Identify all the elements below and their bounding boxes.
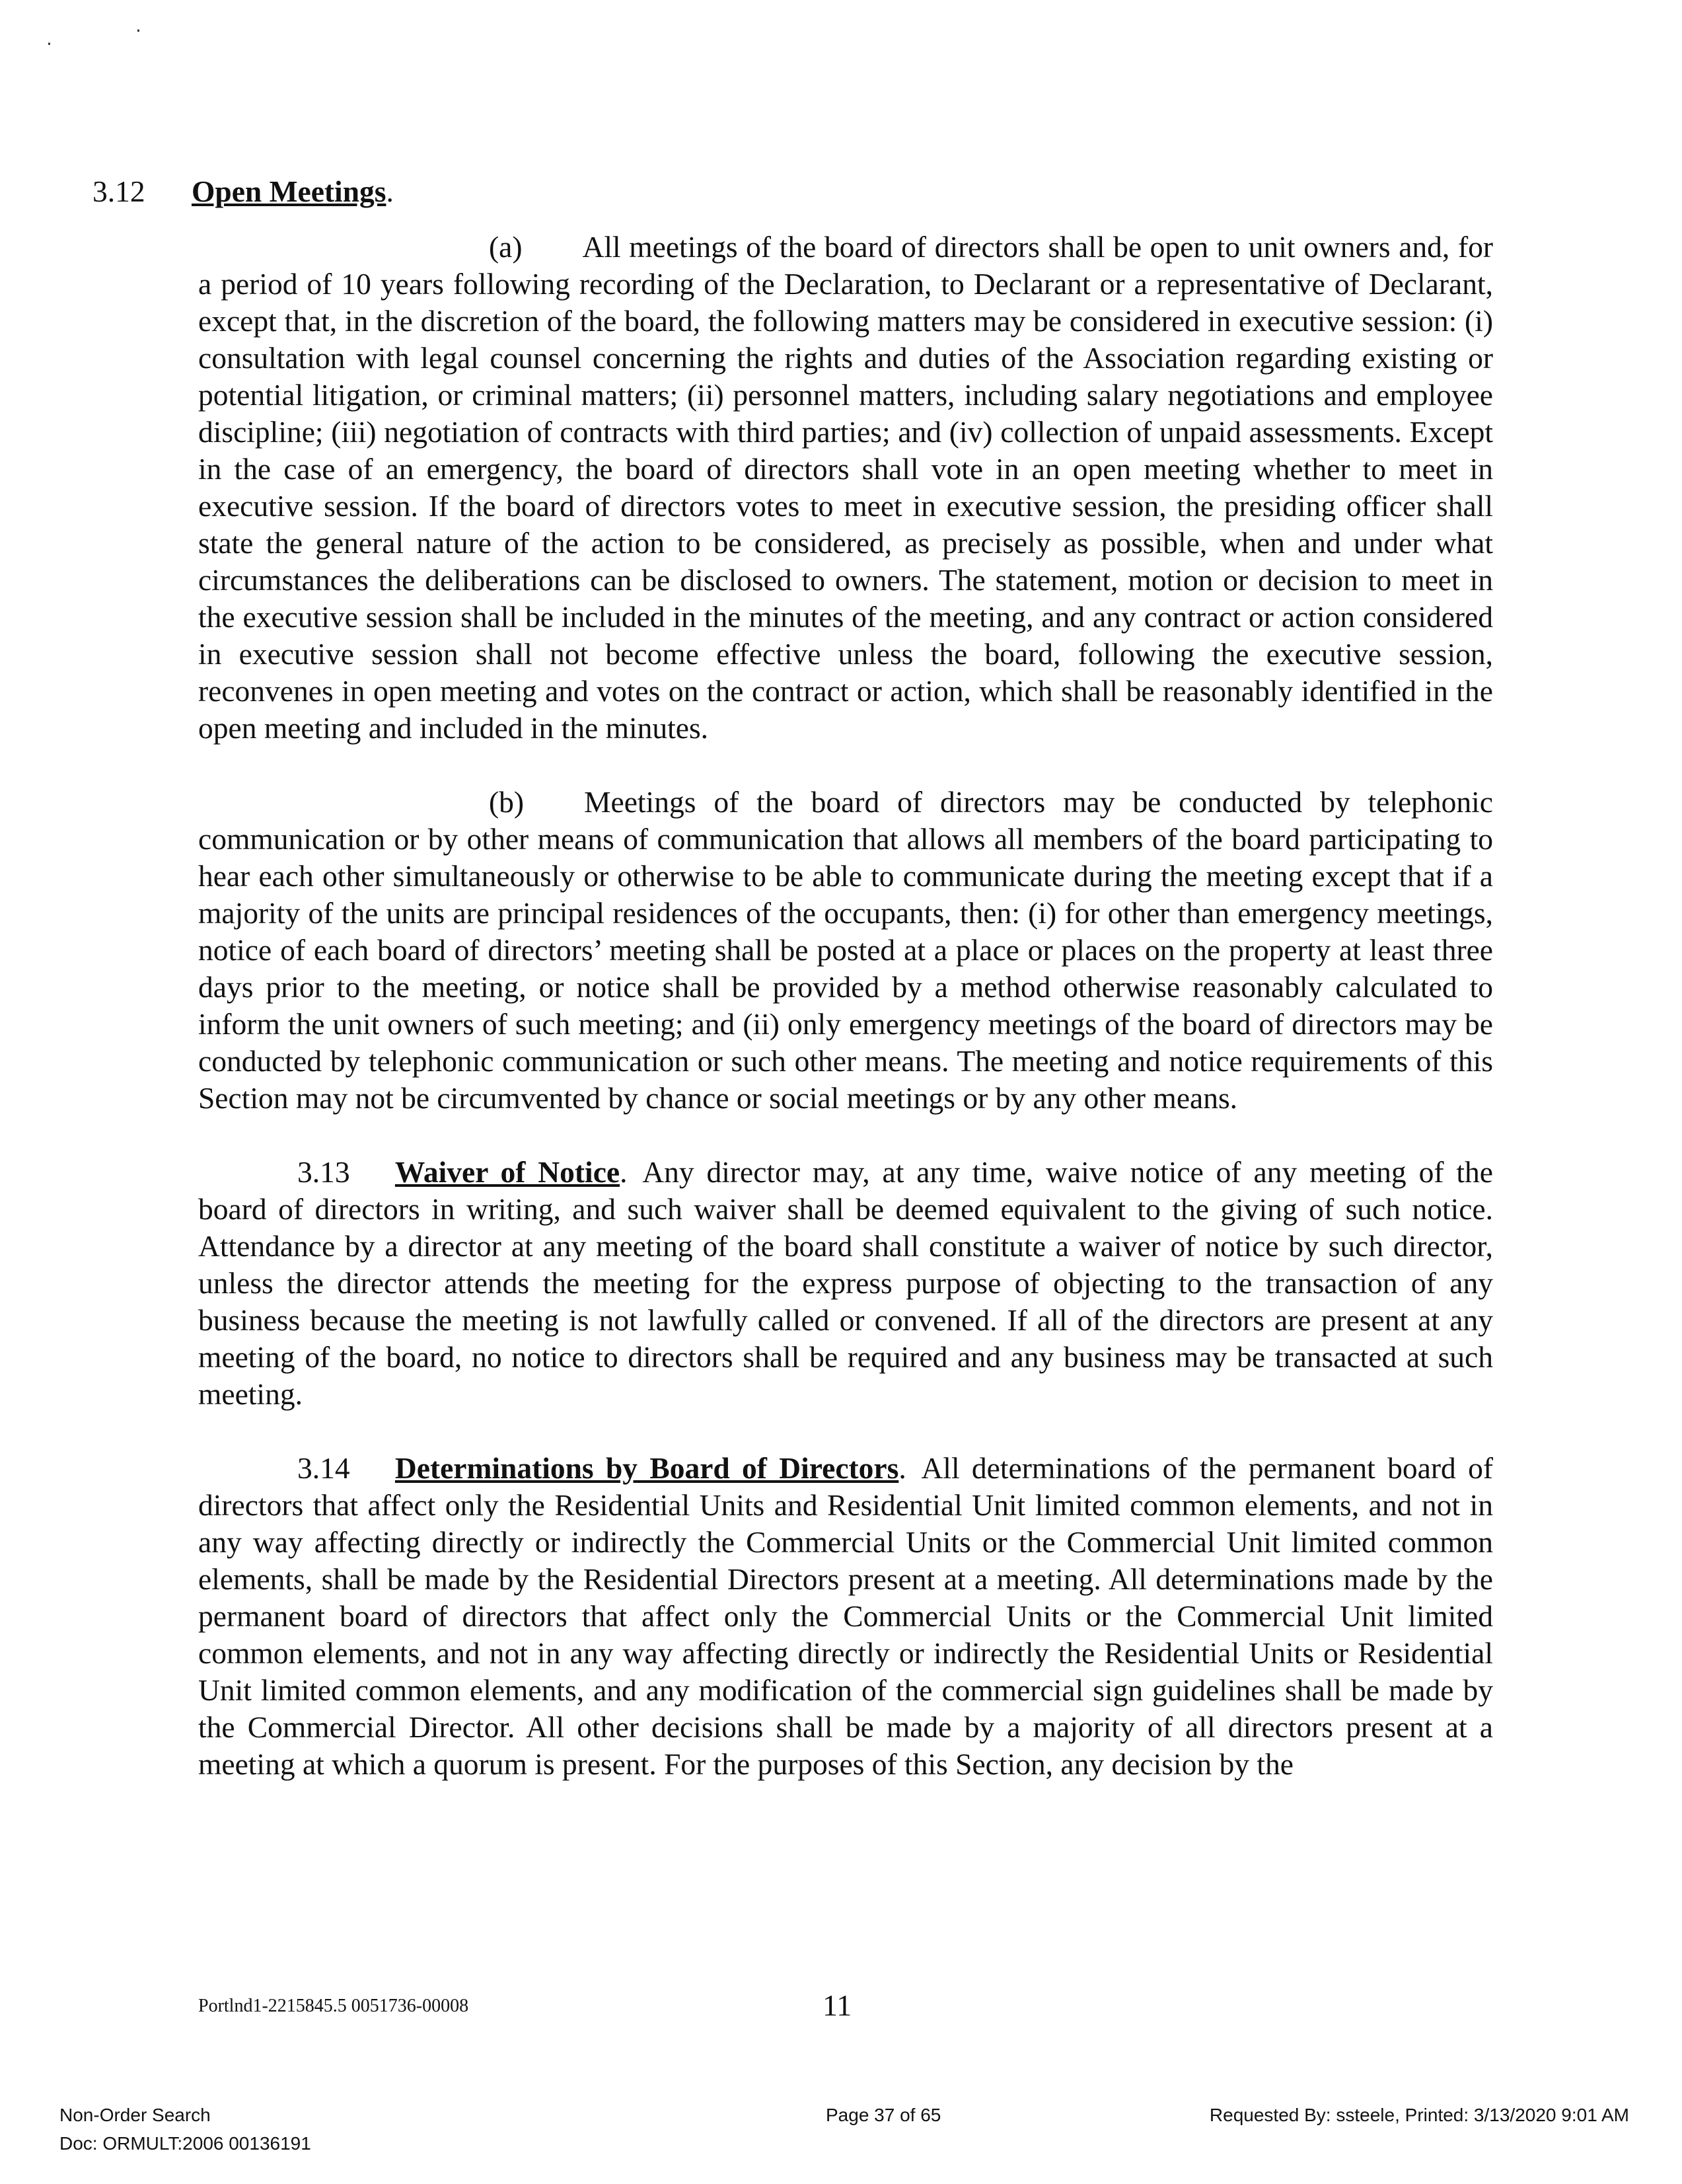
document-id: Portlnd1-2215845.5 0051736-00008 xyxy=(198,1996,469,2016)
paragraph-text: Meetings of the board of directors may be conducted by telephonic communication or by other means of communication that allows all members of the board participating to hear each other simultaneously or otherwise to be able to communicate during the meeting except that if a majority of the units are principal residences of the occupants, then: (i) for other than emergency meetings, notice of each board of directors’ meeting shall be posted at a place or places on the property at least three days prior to the meeting, or notice shall be provided by a method otherwise reasonably calculated to inform the unit owners of such meeting; and (ii) only emergency meetings of the board of directors may be conducted by telephonic communication or such other means. The meeting and notice requirements of this Section may not be circumvented by chance or social meetings or by any other means. xyxy=(198,785,1493,1115)
paragraph-text: All meetings of the board of directors shall be open to unit owners and, for a period of 10 years following recording of the Declaration, to Declarant or a representative of Declarant, except that, in the discretion of the board, the following matters may be considered in executive session: (i) consultation with legal counsel concerning the rights and duties of the Association regarding existing or potential litigation, or criminal matters; (ii) personnel matters, including salary negotiations and employee discipline; (iii) negotiation of contracts with third parties; and (iv) collection of unpaid assessments. Except in the case of an emergency, the board of directors shall vote in an open meeting whether to meet in executive session. If the board of directors votes to meet in executive session, the presiding officer shall state the general nature of the action to be considered, as precisely as possible, when and under what circumstances the deliberations can be disclosed to owners. The statement, motion or decision to meet in the executive session shall be included in the minutes of the meeting, and any contract or action considered in executive session shall not become effective unless the board, following the executive session, reconvenes in open meeting and votes on the contract or action, which shall be reasonably identified in the open meeting and included in the minutes. xyxy=(198,230,1493,745)
section-title: Open Meetings xyxy=(192,174,386,208)
section-number: 3.12 xyxy=(92,174,145,208)
section-title: Waiver of Notice xyxy=(394,1155,620,1189)
document-body xyxy=(92,173,1493,1783)
search-type-label: Non-Order Search xyxy=(59,2105,211,2125)
section-number: 3.14 xyxy=(297,1451,350,1485)
section-3-12-heading: 3.12 Open Meetings. xyxy=(198,173,1493,210)
page-of-label: Page 37 of 65 xyxy=(826,2105,941,2125)
section-number: 3.13 xyxy=(297,1155,350,1189)
section-3-14: 3.14 Determinations by Board of Directors. All determinations of the permanent board of directors that affect only the Residential Units and Residential Unit limited common elements, and not in any way affecting directly or indirectly the Commercial Units or the Commercial Unit limited common elements, shall be made by the Residential Directors present at a meeting. All determinations made by the permanent board of directors that affect only the Commercial Units or the Commercial Unit limited common elements, and not in any way affecting directly or indirectly the Residential Units or Residential Unit limited common elements, and any modification of the commercial sign guidelines shall be made by the Commercial Director. All other decisions shall be made by a majority of all directors present at a meeting at which a quorum is present. For the purposes of this Section, any decision by the xyxy=(198,1451,1493,1781)
page-number: 11 xyxy=(823,1988,852,2022)
paragraph-3-12-b xyxy=(198,784,1493,1117)
requested-by-label: Requested By: ssteele, Printed: 3/13/2020 9:01 AM xyxy=(1209,2105,1629,2125)
section-3-13: 3.13 Waiver of Notice. Any director may, at any time, waive notice of any meeting of the board of directors in writing, and such waiver shall be deemed equivalent to the giving of such notice. Attendance by a director at any meeting of the board shall constitute a waiver of notice by such director, unless the director attends the meeting for the express purpose of objecting to the transaction of any business because the meeting is not lawfully called or convened. If all of the directors are present at any meeting of the board, no notice to directors shall be required and any business may be transacted at such meeting. xyxy=(198,1155,1493,1411)
doc-reference: Doc: ORMULT:2006 00136191 xyxy=(59,2133,311,2154)
section-text: All determinations of the permanent board of directors that affect only the Residential Units and Residential Unit limited common elements, and not in any way affecting directly or indirectly the Commercial Units or the Commercial Unit limited common elements, shall be made by the Residential Directors present at a meeting. All determinations made by the permanent board of directors that affect only the Commercial Units or the Commercial Unit limited common elements, and not in any way affecting directly or indirectly the Residential Units or Residential Unit limited common elements, and any modification of the commercial sign guidelines shall be made by the Commercial Director. All other decisions shall be made by a majority of all directors present at a meeting at which a quorum is present. For the purposes of this Section, any decision by the xyxy=(198,1451,1493,1781)
paragraph-label: (a) xyxy=(489,230,523,264)
document-page: · · 3.12 Open Meetings. (a) All meetings of the board of directors shall be open to unit owners and, for a period of 10 years following recording of the Declaration, to Declarant or a representative of Declarant, except that, in the discretion of the board, the following matters may be considered in executive session: (i) consultation with legal counsel concerning the rights and duties of the Association regarding existing or potential litigation, or criminal matters; (ii) personnel matters, including salary negotiations and employee discipline; (iii) negotiation of contracts with third parties; and (iv) collection of unpaid assessments. Except in the case of an emergency, the board of directors shall vote in an open meeting whether to meet in executive session. If the board of directors votes to meet in executive session, the presiding officer shall state the general nature of the action to be considered, as precisely as possible, when and under what circumstances the deliberations can be disclosed to owners. The statement, motion or decision to meet in the executive session shall be included in the minutes of the meeting, and any contract or action considered in executive session shall not become effective unless the board, following the executive session, reconvenes in open meeting and votes on the contract or action, which shall be reasonably identified in the open meeting and included in the minutes. (b) Meetings of the board of directors may be conducted by telephonic communication or by other means of communication that allows all members of the board participating to hear each other simultaneously or otherwise to be able to communicate during the meeting except that if a majority of the units are principal residences of the occupants, then: (i) for other than emergency meetings, notice of each board of directors’ meeting shall be posted at a place or places on the property at least three days prior to the meeting, or notice shall be provided by a method otherwise reasonably calculated to inform the unit owners of such meeting; and (ii) only emergency meetings of the board of directors may be conducted by telephonic communication or such other means. The meeting and notice requirements of this Section may not be circumvented by chance or social meetings or by any other means. 3.13 Waiver of Notice. Any director may, at any time, waive notice of any meeting of the board of directors in writing, and such waiver shall be deemed equivalent to the giving of such notice. Attendance by a director at any meeting of the board shall constitute a waiver of notice by such director, unless the director attends the meeting for the express purpose of objecting to the transaction of any business because the meeting is not lawfully called or convened. If all of the directors are present at any meeting of the board, no notice to directors shall be required and any business may be transacted at such meeting. 3.14 Determinations by Board of Directors. All determinations of the permanent board of directors that affect only the Residential Units and Residential Unit limited common elements, and not in any way affecting directly or indirectly the Commercial Units or the Commercial Unit limited common elements, shall be made by the Residential Directors present at a meeting. All determinations made by the permanent board of directors that affect only the Commercial Units or the Commercial Unit limited common elements, and not in any way affecting directly or indirectly the Residential Units or Residential Unit limited common elements, and any modification of the commercial sign guidelines shall be made by the Commercial Director. All other decisions shall be made by a majority of all directors present at a meeting at which a quorum is present. For the purposes of this Section, any decision by the Portlnd1-2215845.5 0051736-00008 11 Non-Order Search Doc: ORMULT:2006 00136191 Page 37 of 65 Requested By: ssteele, Printed: 3/13/2020 9:01 AM xyxy=(0,0,1682,2184)
paragraph-3-12-a xyxy=(198,229,1493,747)
paragraph-label: (b) xyxy=(489,785,525,819)
section-title: Determinations by Board of Directors xyxy=(394,1451,899,1485)
section-text: Any director may, at any time, waive notice of any meeting of the board of directors in writing, and such waiver shall be deemed equivalent to the giving of such notice. Attendance by a director at any meeting of the board shall constitute a waiver of notice by such director, unless the director attends the meeting for the express purpose of objecting to the transaction of any business because the meeting is not lawfully called or convened. If all of the directors are present at any meeting of the board, no notice to directors shall be required and any business may be transacted at such meeting. xyxy=(198,1155,1493,1411)
